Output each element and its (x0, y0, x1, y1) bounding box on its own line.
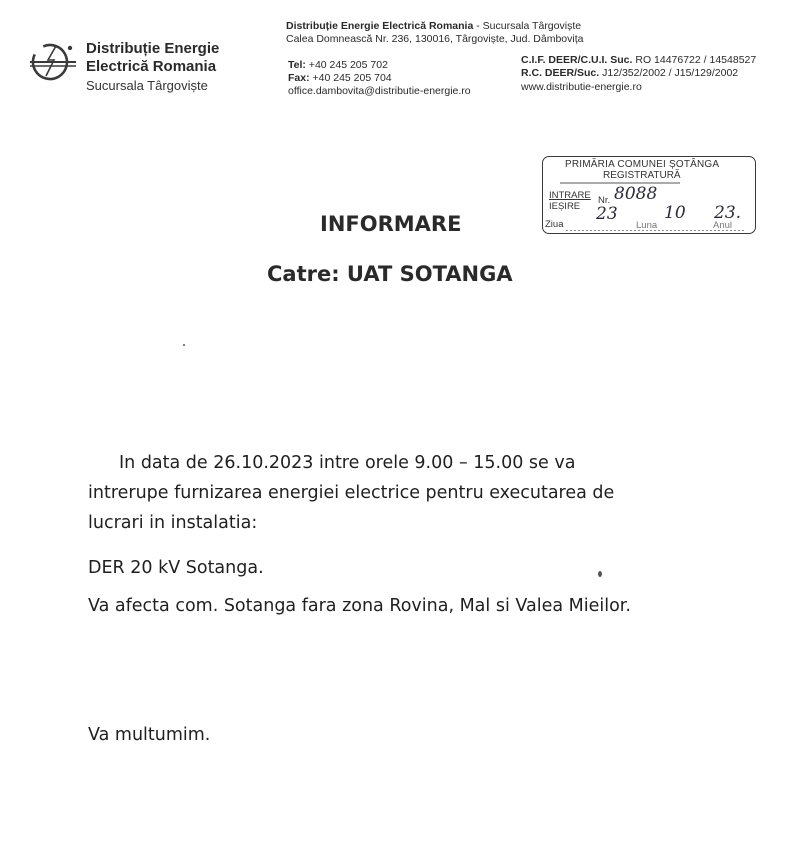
company-logo-icon (26, 40, 80, 82)
stamp-institution: PRIMĂRIA COMUNEI ȘOTÂNGA (565, 159, 720, 170)
stamp-nr-value: 8088 (614, 184, 658, 204)
stamp-date-underline (566, 229, 746, 232)
body-line-1: In data de 26.10.2023 intre orele 9.00 – 15.00 se va (119, 453, 576, 473)
header-fax-value: +40 245 205 704 (309, 72, 392, 84)
stamp-ziua-value: 23 (596, 204, 618, 224)
header-rc-value: J12/352/2002 / J15/129/2002 (599, 67, 739, 79)
stamp-luna-label: Luna (636, 220, 658, 231)
logo-name-line1: Distribuție Energie (86, 40, 220, 57)
header-company (286, 20, 581, 33)
logo-name-line2: Electrică Romania (86, 58, 217, 75)
header-company-suffix: - Sucursala Târgoviște (473, 20, 582, 32)
header-fax-label: Fax: (288, 72, 310, 84)
stamp-anul-label: Anul (713, 220, 733, 231)
body-line-3: lucrari in instalatia: (88, 513, 258, 533)
stamp-nr-label: Nr. (598, 195, 611, 206)
header-tel-label: Tel: (288, 59, 306, 71)
header-email: office.dambovita@distributie-energie.ro (288, 85, 471, 97)
header-website: www.distributie-energie.ro (521, 81, 642, 93)
header-cif-label: C.I.F. DEER/C.U.I. Suc. (521, 54, 633, 66)
stamp-department: REGISTRATURĂ (603, 170, 681, 181)
header-tel (288, 59, 388, 72)
header-fax (288, 72, 392, 85)
stamp-iesire-label: IEȘIRE (549, 201, 581, 212)
stamp-intrare-label: INTRARE (549, 190, 591, 201)
body-line-4: DER 20 kV Sotanga. (88, 558, 264, 578)
scan-speck (183, 344, 185, 346)
document-title: INFORMARE (320, 212, 462, 236)
stamp-ziua-label: Ziua (545, 219, 564, 230)
scan-speck (598, 571, 602, 577)
header-rc (521, 67, 738, 80)
header-address: Calea Domnească Nr. 236, 130016, Târgoviște, Jud. Dâmbovița (286, 33, 584, 45)
logo-branch: Sucursala Târgoviște (86, 78, 208, 93)
body-line-2: intrerupe furnizarea energiei electrice pentru executarea de (88, 483, 615, 503)
header-cif-value: RO 14476722 / 14548527 (632, 54, 757, 66)
closing-line: Va multumim. (88, 725, 211, 745)
stamp-anul-value: 23. (714, 203, 742, 223)
body-line-5: Va afecta com. Sotanga fara zona Rovina, Mal si Valea Mieilor. (88, 596, 631, 616)
header-tel-value: +40 245 205 702 (305, 59, 388, 71)
stamp-luna-value: 10 (664, 203, 686, 223)
document-addressee: Catre: UAT SOTANGA (267, 262, 513, 286)
header-rc-label: R.C. DEER/Suc. (521, 67, 600, 79)
header-company-name: Distribuție Energie Electrică Romania (286, 20, 474, 32)
header-cif (521, 54, 756, 67)
